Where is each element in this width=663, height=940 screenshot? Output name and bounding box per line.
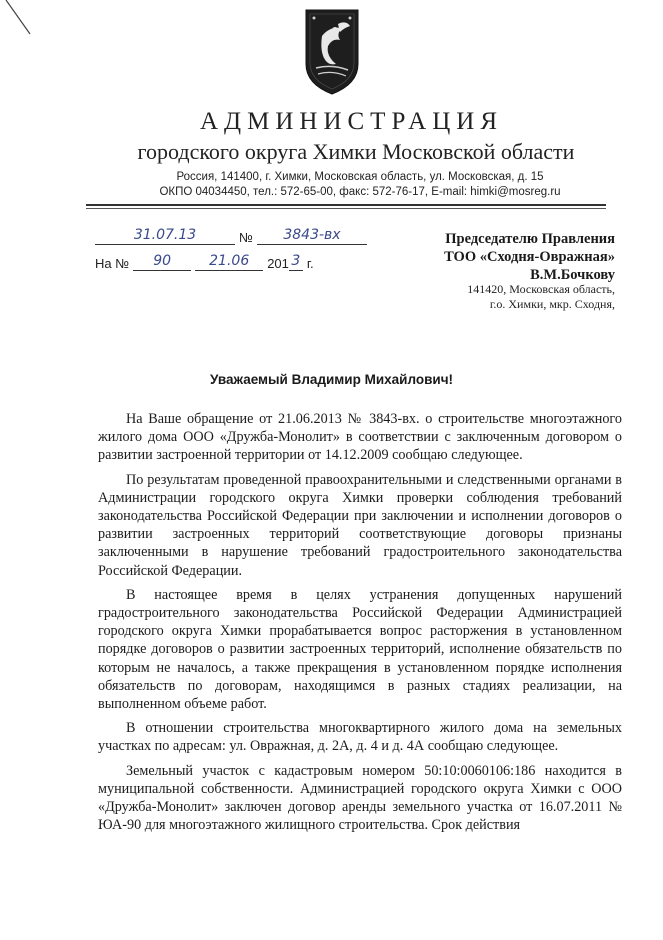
reply-year-suffix: г. <box>306 256 314 271</box>
coat-of-arms-icon <box>302 6 362 96</box>
reply-year-digit: 3 <box>289 252 303 271</box>
outgoing-number: 3843-вх <box>257 226 367 245</box>
reply-year-prefix: 201 <box>267 256 289 271</box>
scan-corner-mark <box>0 0 40 40</box>
reply-number: 90 <box>133 252 191 271</box>
addressee-position: Председателю Правления <box>445 231 615 247</box>
header-divider-thin <box>86 208 606 209</box>
addressee-address <box>400 282 615 312</box>
body-paragraph: Земельный участок с кадастровым номером 50:10:0060106:186 находится в муниципальной собственности. Администрацией городского округа Химки с ООО «Дружба-Монолит» заключен договор аренды земельного участка от 16.07.2011 № ЮА-90 для многоэтажного жилищного строительства. Срок действия <box>98 762 622 834</box>
header-divider <box>86 204 606 206</box>
organization-address: Россия, 141400, г. Химки, Московская область, ул. Московская, д. 15 <box>176 171 544 183</box>
organization-contacts <box>120 170 600 200</box>
organization-subtitle: городского округа Химки Московской области <box>137 139 575 164</box>
reply-date: 21.06 <box>195 252 263 271</box>
outgoing-reference-row <box>95 226 367 245</box>
organization-title: АДМИНИСТРАЦИЯ <box>200 108 503 135</box>
addressee-organization: ТОО «Сходня-Овражная» <box>444 249 615 265</box>
reply-number-label: На № <box>95 256 130 271</box>
body-paragraph: По результатам проведенной правоохранительными и следственными органами в Администрации городского округа Химки проверки соблюдения требований законодательства Российской Федерации при заключении и исполнении договоров о развитии застроенных территорий соответствующие договоры признаны заключенными в нарушение требований градостроительного законодательства Российской Федерации. <box>98 471 622 579</box>
organization-contact-details: ОКПО 04034450, тел.: 572-65-00, факс: 572-76-17, E-mail: himki@mosreg.ru <box>159 186 561 198</box>
letter-body <box>98 410 622 834</box>
body-paragraph: В настоящее время в целях устранения допущенных нарушений градостроительного законодательства Российской Федерации Администрацией городского округа Химки прорабатывается вопрос расторжения в установленном порядке договоров о развитии застроенных территорий, исполнение обязательств по которым не началось, а также прекращения в установленном порядке исполнения обязательств по договорам, находящимся в разных стадиях реализации, на выполненном объеме работ. <box>98 586 622 713</box>
outgoing-date: 31.07.13 <box>95 226 235 245</box>
addressee-address-line1: 141420, Московская область, <box>467 282 615 296</box>
salutation: Уважаемый Владимир Михайлович! <box>209 372 454 387</box>
body-paragraph: В отношении строительства многоквартирного жилого дома на земельных участках по адресам: ул. Овражная, д. 2А, д. 4 и д. 4А сообщаю следующее. <box>98 720 622 755</box>
addressee-block <box>400 230 615 284</box>
body-paragraph: На Ваше обращение от 21.06.2013 № 3843-вх. о строительстве многоэтажного жилого дома ООО «Дружба-Монолит» в соответствии с заключенным договором о развитии застроенной территории от 14.12.2009 сообщаю следующее. <box>98 411 622 464</box>
addressee-address-line2: г.о. Химки, мкр. Сходня, <box>489 297 615 311</box>
addressee-name: В.М.Бочкову <box>530 267 615 283</box>
reply-reference-row <box>95 252 318 271</box>
number-label: № <box>239 230 253 245</box>
